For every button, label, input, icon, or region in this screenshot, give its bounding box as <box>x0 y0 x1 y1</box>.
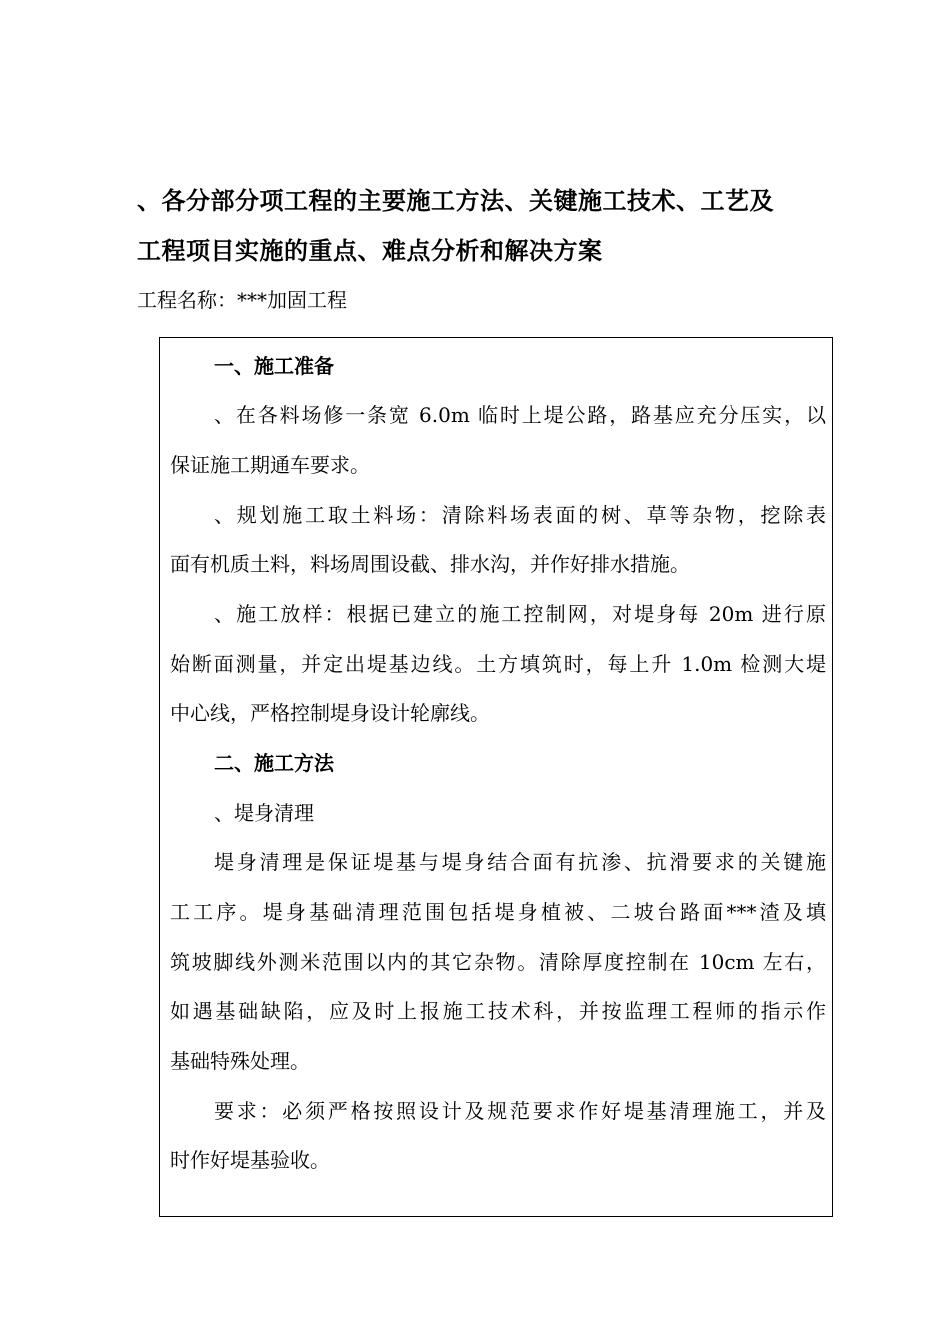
paragraph-line: 、施工放样：根据已建立的施工控制网，对堤身每 20m 进行原 <box>214 602 826 626</box>
subsection-heading: 、堤身清理 <box>214 801 314 825</box>
paragraph-line: 中心线，严格控制堤身设计轮廓线。 <box>170 701 490 725</box>
paragraph-line: 如遇基础缺陷，应及时上报施工技术科，并按监理工程师的指示作 <box>170 999 826 1023</box>
section-heading-preparation: 一、施工准备 <box>214 354 334 378</box>
document-title-line-2: 工程项目实施的重点、难点分析和解决方案 <box>137 236 603 265</box>
paragraph-line: 始断面测量，并定出堤基边线。土方填筑时，每上升 1.0m 检测大堤 <box>170 652 826 676</box>
project-name-label: 工程名称：***加固工程 <box>137 288 347 312</box>
paragraph-line: 、在各料场修一条宽 6.0m 临时上堤公路，路基应充分压实，以 <box>214 403 826 427</box>
paragraph-line: 时作好堤基验收。 <box>170 1148 330 1172</box>
paragraph-line: 面有机质土料，料场周围设截、排水沟，并作好排水措施。 <box>170 552 690 576</box>
paragraph-line: 基础特殊处理。 <box>170 1049 310 1073</box>
paragraph-line: 工工序。堤身基础清理范围包括堤身植被、二坡台路面***渣及填 <box>170 900 826 924</box>
content-table-cell <box>159 337 833 1217</box>
document-title-line-1: 、各分部分项工程的主要施工方法、关键施工技术、工艺及 <box>137 186 774 215</box>
paragraph-line: 、规划施工取土料场：清除料场表面的树、草等杂物，挖除表 <box>214 503 826 527</box>
paragraph-line: 筑坡脚线外测米范围以内的其它杂物。清除厚度控制在 10cm 左右， <box>170 950 826 974</box>
paragraph-line: 要求：必须严格按照设计及规范要求作好堤基清理施工，并及 <box>214 1099 826 1123</box>
section-heading-method: 二、施工方法 <box>214 751 334 775</box>
paragraph-line: 堤身清理是保证堤基与堤身结合面有抗渗、抗滑要求的关键施 <box>214 850 826 874</box>
paragraph-line: 保证施工期通车要求。 <box>170 453 370 477</box>
